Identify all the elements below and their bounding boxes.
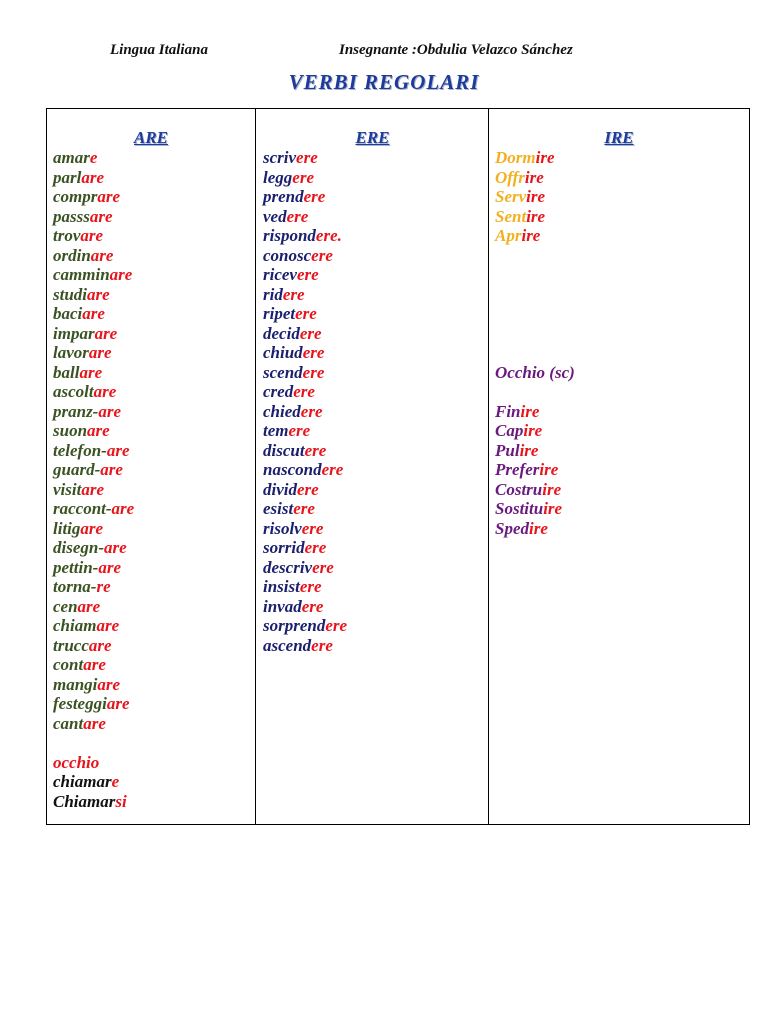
- verb-stem: litig: [53, 518, 81, 538]
- verb-entry: [53, 538, 255, 558]
- verb-stem: parl: [53, 167, 82, 187]
- verb-stem: trucc: [53, 635, 89, 655]
- verb-stem: passs: [53, 206, 90, 226]
- verb-stem: nascond: [263, 460, 322, 479]
- verb-stem: compr: [53, 187, 98, 206]
- verb-suffix: are: [94, 323, 118, 343]
- verb-entry: [53, 714, 255, 734]
- verb-entry: [53, 694, 255, 714]
- verb-suffix: are: [109, 265, 133, 284]
- verb-stem: Cap: [495, 421, 524, 440]
- verb-suffix: ire: [542, 479, 562, 499]
- verb-stem: prend: [263, 187, 304, 206]
- verbs-table: [46, 108, 750, 825]
- verb-entry: [53, 772, 255, 792]
- ire-sc-word-list: [495, 402, 749, 539]
- verb-entry: [495, 519, 749, 539]
- verb-stem: risolv: [263, 518, 302, 538]
- verb-suffix: are: [80, 518, 104, 538]
- verb-stem: Chiamar: [53, 791, 116, 811]
- verb-suffix: are: [88, 343, 112, 362]
- verb-suffix: ere: [299, 323, 322, 343]
- verb-entry: [263, 499, 488, 519]
- verb-entry: [53, 460, 255, 480]
- verb-suffix: are: [79, 362, 103, 382]
- verb-stem: scend: [263, 362, 303, 382]
- verb-suffix: ere: [311, 635, 333, 655]
- verb-entry: [263, 382, 488, 402]
- verb-stem: ricev: [263, 265, 297, 284]
- verb-suffix: are: [89, 206, 113, 226]
- verb-entry: [53, 616, 255, 636]
- teacher-label: Insegnante :Obdulia Velazco Sánchez: [339, 42, 573, 58]
- verb-entry: [263, 187, 488, 207]
- verb-entry: [263, 324, 488, 344]
- verb-suffix: ere: [301, 596, 324, 616]
- verb-suffix: ere: [311, 245, 333, 265]
- verb-entry: [263, 226, 488, 246]
- verb-suffix: ire: [520, 401, 540, 421]
- verb-entry: [53, 402, 255, 422]
- verb-suffix: are: [83, 655, 106, 674]
- verb-entry: [263, 519, 488, 539]
- verb-suffix: ire: [539, 460, 559, 479]
- verb-entry: [53, 441, 255, 461]
- verb-entry: [495, 402, 749, 422]
- verb-stem: discut: [263, 440, 305, 460]
- verb-entry: [263, 460, 488, 480]
- verb-stem: Sped: [495, 518, 529, 538]
- verb-entry: [53, 148, 255, 168]
- verb-entry: [53, 343, 255, 363]
- verb-stem: Fin: [495, 401, 521, 421]
- verb-entry: [53, 421, 255, 441]
- spacer: [495, 382, 749, 402]
- verb-suffix: are: [88, 635, 112, 655]
- verb-entry: [53, 363, 255, 383]
- verb-suffix: ere: [304, 440, 327, 460]
- verb-entry: [53, 187, 255, 207]
- ire-word-list: [495, 148, 749, 246]
- verb-suffix: ere: [303, 187, 326, 206]
- ire-column: [489, 109, 749, 824]
- verb-stem: Serv: [495, 187, 527, 206]
- verb-entry: [495, 148, 749, 168]
- verb-stem: amar: [53, 148, 90, 167]
- verb-stem: telefon-: [53, 440, 107, 460]
- spacer: [495, 246, 749, 363]
- verb-entry: [263, 558, 488, 578]
- verb-entry: [263, 363, 488, 383]
- verb-stem: ved: [263, 206, 287, 226]
- verb-suffix: ere: [282, 284, 305, 304]
- verb-stem: guard-: [53, 460, 101, 479]
- verb-entry: [53, 792, 255, 812]
- verb-stem: esist: [263, 499, 294, 518]
- verb-entry: [53, 519, 255, 539]
- verb-entry: [263, 480, 488, 500]
- verb-entry: [53, 382, 255, 402]
- verb-stem: baci: [53, 304, 83, 323]
- ire-heading: IRE: [604, 128, 634, 147]
- verb-suffix: are: [90, 245, 114, 265]
- verb-suffix: ere: [302, 362, 325, 382]
- verb-suffix: ere: [288, 421, 311, 440]
- verb-stem: disegn-: [53, 538, 104, 557]
- verb-suffix: are: [87, 421, 110, 440]
- ere-column: [256, 109, 489, 824]
- verb-entry: [495, 441, 749, 461]
- are-column: [47, 109, 256, 824]
- verb-entry: [263, 441, 488, 461]
- verb-entry: [53, 597, 255, 617]
- verb-suffix: ere: [299, 577, 322, 596]
- verb-suffix: are: [104, 538, 127, 557]
- verb-stem: cen: [53, 596, 78, 616]
- verb-suffix: ere: [321, 460, 344, 479]
- verb-entry: [263, 207, 488, 227]
- verb-entry: [263, 285, 488, 305]
- verb-suffix: are: [83, 713, 106, 733]
- verb-stem: raccont-: [53, 499, 112, 518]
- ere-heading: ERE: [355, 128, 390, 147]
- verb-entry: [495, 480, 749, 500]
- verb-entry: [495, 168, 749, 188]
- verb-suffix: are: [98, 557, 122, 577]
- verb-entry: [495, 499, 749, 519]
- verb-stem: divid: [263, 479, 297, 499]
- verb-stem: cammin: [53, 265, 110, 284]
- verb-stem: cred: [263, 382, 294, 401]
- verb-entry: [495, 187, 749, 207]
- verb-stem: impar: [53, 323, 95, 343]
- verb-suffix: ere: [292, 167, 314, 187]
- verb-suffix: ere: [293, 499, 315, 518]
- verb-entry: [53, 285, 255, 305]
- verb-entry: [53, 480, 255, 500]
- verb-suffix: ire: [521, 226, 541, 245]
- verb-entry: [263, 616, 488, 636]
- verb-entry: [53, 636, 255, 656]
- verb-suffix: ire: [535, 148, 555, 167]
- verb-stem: Prefer: [495, 460, 540, 479]
- verb-entry: [263, 421, 488, 441]
- verb-stem: cont: [53, 655, 84, 674]
- verb-stem: chied: [263, 401, 301, 421]
- verb-stem: sorprend: [263, 616, 326, 635]
- verb-suffix: are: [106, 694, 130, 713]
- verb-stem: studi: [53, 284, 88, 304]
- verb-suffix: are: [97, 674, 121, 694]
- verb-stem: festeggi: [53, 694, 107, 713]
- are-heading: ARE: [133, 128, 169, 147]
- verb-stem: Apr: [495, 226, 522, 245]
- verb-entry: [53, 168, 255, 188]
- verb-suffix: ere: [297, 479, 319, 499]
- verb-suffix: e: [111, 772, 120, 791]
- verb-stem: conosc: [263, 245, 312, 265]
- verb-suffix: e: [89, 148, 98, 167]
- verb-stem: rid: [263, 284, 283, 304]
- verb-suffix: si: [115, 791, 127, 811]
- verb-suffix: are: [97, 187, 121, 206]
- verb-entry: [53, 558, 255, 578]
- verb-entry: [263, 636, 488, 656]
- verb-suffix: ere: [296, 265, 319, 284]
- verb-stem: ripet: [263, 304, 296, 323]
- verb-suffix: ire: [529, 518, 548, 538]
- verb-suffix: ire: [523, 421, 543, 440]
- verb-entry: [263, 538, 488, 558]
- verb-suffix: are: [87, 284, 110, 304]
- are-extra-list: [53, 772, 255, 811]
- verb-stem: insist: [263, 577, 300, 596]
- page-title: VERBI REGOLARI: [288, 70, 480, 94]
- verb-entry: [53, 207, 255, 227]
- verb-suffix: are: [93, 382, 117, 401]
- verb-entry: [53, 304, 255, 324]
- verb-entry: [263, 597, 488, 617]
- verb-stem: descriv: [263, 557, 313, 577]
- verb-suffix: ere.: [315, 226, 342, 245]
- verb-suffix: ere: [295, 304, 317, 323]
- verb-suffix: ere: [296, 148, 318, 167]
- verb-entry: [53, 655, 255, 675]
- are-note: occhio: [53, 752, 100, 772]
- verb-entry: [53, 324, 255, 344]
- verb-stem: tem: [263, 421, 289, 440]
- verb-entry: [263, 265, 488, 285]
- verb-entry: [495, 207, 749, 227]
- verb-suffix: ere: [312, 557, 334, 577]
- verb-stem: rispond: [263, 226, 316, 245]
- verb-stem: chiam: [53, 616, 97, 635]
- verb-suffix: ire: [526, 206, 546, 226]
- verb-stem: scriv: [263, 148, 297, 167]
- verb-stem: Pul: [495, 440, 520, 460]
- verb-suffix: are: [81, 479, 105, 499]
- verb-entry: [263, 246, 488, 266]
- verb-entry: [53, 226, 255, 246]
- verb-stem: trov: [53, 226, 81, 245]
- are-word-list: [53, 148, 255, 733]
- verb-entry: [53, 499, 255, 519]
- ire-note: Occhio (sc): [495, 362, 575, 382]
- verb-entry: [495, 460, 749, 480]
- verb-stem: cant: [53, 713, 84, 733]
- verb-suffix: ire: [524, 167, 544, 187]
- verb-stem: decid: [263, 323, 300, 343]
- verb-suffix: ere: [300, 401, 323, 421]
- verb-suffix: ere: [325, 616, 348, 635]
- verb-stem: chiud: [263, 343, 303, 362]
- verb-stem: Sent: [495, 206, 527, 226]
- verb-suffix: ire: [543, 499, 563, 518]
- verb-stem: suon: [53, 421, 88, 440]
- verb-stem: ordin: [53, 245, 91, 265]
- verb-entry: [495, 226, 749, 246]
- verb-entry: [53, 675, 255, 695]
- verb-entry: [263, 343, 488, 363]
- verb-suffix: are: [106, 440, 130, 460]
- verb-stem: Offr: [495, 167, 525, 187]
- verb-stem: ascend: [263, 635, 312, 655]
- verb-suffix: are: [111, 499, 135, 518]
- verb-stem: sorrid: [263, 538, 305, 557]
- subject-label: Lingua Italiana: [110, 42, 208, 58]
- verb-stem: ascolt: [53, 382, 94, 401]
- verb-suffix: ere: [301, 518, 324, 538]
- verb-stem: mangi: [53, 674, 98, 694]
- verb-suffix: are: [98, 401, 122, 421]
- verb-suffix: are: [80, 226, 104, 245]
- verb-suffix: are: [96, 616, 120, 635]
- verb-entry: [263, 577, 488, 597]
- verb-stem: Costru: [495, 479, 543, 499]
- verb-stem: Sostitu: [495, 499, 544, 518]
- verb-suffix: are: [82, 304, 105, 323]
- verb-entry: [263, 168, 488, 188]
- verb-suffix: ere: [302, 343, 325, 362]
- verb-stem: visit: [53, 479, 82, 499]
- ere-word-list: [263, 148, 488, 655]
- verb-stem: ball: [53, 362, 80, 382]
- verb-entry: [53, 577, 255, 597]
- verb-suffix: are: [77, 596, 101, 616]
- verb-entry: [495, 421, 749, 441]
- verb-entry: [53, 246, 255, 266]
- verb-stem: lavor: [53, 343, 89, 362]
- verb-suffix: are: [81, 167, 105, 187]
- verb-suffix: ire: [526, 187, 546, 206]
- verb-stem: pranz-: [53, 401, 99, 421]
- verb-entry: [53, 265, 255, 285]
- verb-stem: chiamar: [53, 772, 112, 791]
- verb-stem: Dorm: [495, 148, 536, 167]
- verb-entry: [263, 304, 488, 324]
- verb-suffix: are: [100, 460, 123, 479]
- verb-stem: pettin-: [53, 557, 99, 577]
- verb-entry: [263, 402, 488, 422]
- spacer: [53, 733, 255, 753]
- verb-entry: [263, 148, 488, 168]
- verb-stem: legg: [263, 167, 293, 187]
- verb-stem: torna-: [53, 577, 97, 596]
- verb-suffix: re: [96, 577, 111, 596]
- verb-suffix: ere: [304, 538, 327, 557]
- verb-suffix: ere: [293, 382, 315, 401]
- verb-suffix: ire: [519, 440, 539, 460]
- verb-stem: invad: [263, 596, 302, 616]
- verb-suffix: ere: [286, 206, 309, 226]
